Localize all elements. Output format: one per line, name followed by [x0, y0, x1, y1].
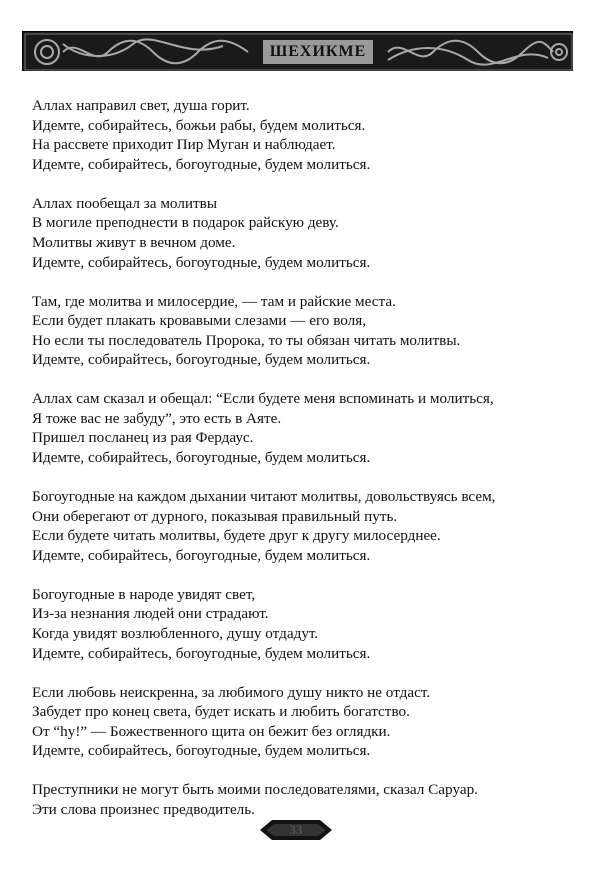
poem-line: Если будете читать молитвы, будете друг к другу милосерднее. — [32, 527, 441, 545]
poem-line: Идемте, собирайтесь, богоугодные, будем молиться. — [32, 155, 371, 173]
poem-text — [32, 96, 584, 839]
poem-line: Аллах сам сказал и обещал: “Если будете меня вспоминать и молиться, — [32, 390, 494, 408]
poem-line: Идемте, собирайтесь, богоугодные, будем молиться. — [32, 742, 371, 760]
stanza — [32, 487, 584, 565]
poem-line: Идемте, собирайтесь, богоугодные, будем молиться. — [32, 351, 371, 369]
poem-line: Аллах пообещал за молитвы — [32, 194, 218, 212]
page-number-badge — [258, 818, 334, 842]
poem-line: От “hу!” — Божественного щита он бежит без оглядки. — [32, 722, 391, 740]
poem-line: Богоугодные в народе увидят свет, — [32, 585, 256, 603]
poem-line: Но если ты последователь Пророка, то ты обязан читать молитвы. — [32, 331, 461, 349]
poem-line: Молитвы живут в вечном доме. — [32, 233, 236, 251]
poem-line: Я тоже вас не забуду”, это есть в Аяте. — [32, 409, 282, 427]
stanza — [32, 96, 584, 174]
poem-line: Преступники не могут быть моими последователями, сказал Саруар. — [32, 781, 478, 799]
poem-line: Из-за незнания людей они страдают. — [32, 605, 269, 623]
poem-line: Эти слова произнес предводитель. — [32, 800, 255, 818]
page-title: ШЕХИКМЕ — [263, 40, 373, 64]
poem-line: В могиле преподнести в подарок райскую деву. — [32, 214, 339, 232]
poem-line: Если любовь неискренна, за любимого душу никто не отдаст. — [32, 683, 431, 701]
poem-line: Аллах направил свет, душа горит. — [32, 97, 250, 114]
poem-line: Идемте, собирайтесь, богоугодные, будем молиться. — [32, 546, 371, 564]
poem-line: На рассвете приходит Пир Муган и наблюдает. — [32, 136, 336, 154]
poem-line: Идемте, собирайтесь, богоугодные, будем молиться. — [32, 449, 371, 467]
stanza — [32, 585, 584, 663]
poem-line: Пришел посланец из рая Фердаус. — [32, 429, 254, 447]
stanza — [32, 389, 584, 467]
poem-line: Там, где молитва и милосердие, — там и райские места. — [32, 292, 396, 310]
poem-line: Идемте, собирайтесь, божьи рабы, будем молиться. — [32, 116, 366, 134]
page-number: 33 — [289, 822, 303, 837]
header-banner — [22, 31, 573, 71]
poem-line: Забудет про конец света, будет искать и любить богатство. — [32, 703, 410, 721]
poem-line: Богоугодные на каждом дыхании читают молитвы, довольствуясь всем, — [32, 488, 496, 506]
stanza — [32, 292, 584, 370]
poem-line: Идемте, собирайтесь, богоугодные, будем молиться. — [32, 644, 371, 662]
poem-line: Идемте, собирайтесь, богоугодные, будем молиться. — [32, 253, 371, 271]
poem-line: Если будет плакать кровавыми слезами — его воля, — [32, 312, 367, 330]
poem-line: Они оберегают от дурного, показывая правильный путь. — [32, 507, 398, 525]
stanza — [32, 780, 584, 819]
poem-line: Когда увидят возлюбленного, душу отдадут. — [32, 625, 319, 643]
stanza — [32, 683, 584, 761]
stanza — [32, 194, 584, 272]
